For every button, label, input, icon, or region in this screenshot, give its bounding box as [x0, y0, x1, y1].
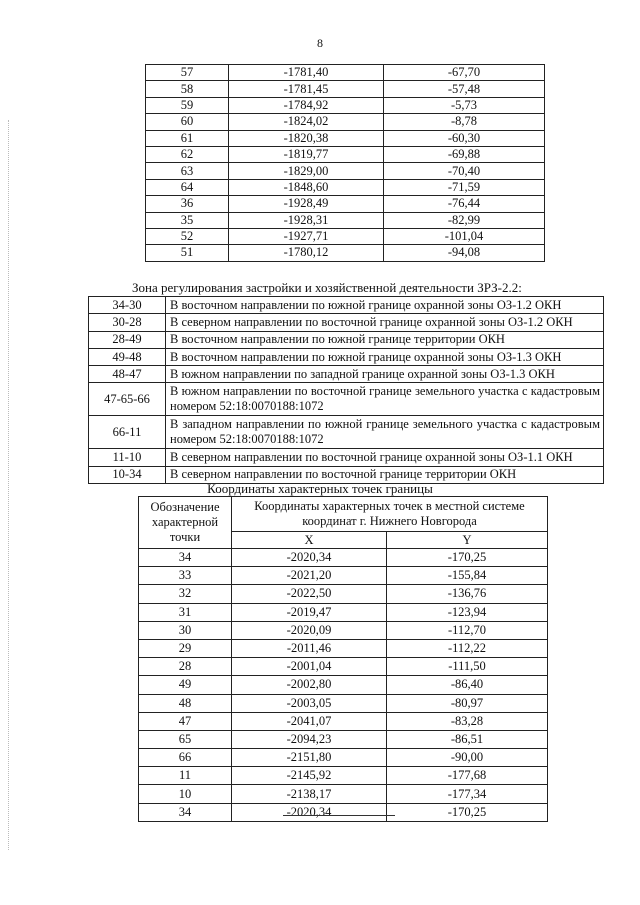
point-cell: 49 [139, 676, 232, 694]
segment-cell: 49-48 [89, 348, 166, 365]
segment-cell: 34-30 [89, 297, 166, 314]
table-row [139, 803, 548, 821]
x-cell: -2019,47 [232, 603, 387, 621]
y-cell: -101,04 [384, 228, 545, 244]
x-cell: -2020,34 [232, 549, 387, 567]
x-cell: -2001,04 [232, 658, 387, 676]
point-cell: 36 [146, 196, 229, 212]
y-cell: -60,30 [384, 130, 545, 146]
boundary-description-table [88, 296, 604, 484]
y-cell: -82,99 [384, 212, 545, 228]
table-row [139, 621, 548, 639]
y-cell: -76,44 [384, 196, 545, 212]
point-cell: 28 [139, 658, 232, 676]
y-cell: -8,78 [384, 114, 545, 130]
description-cell: В западном направлении по южной границе земельного участка с кадастровым номером 52:18:0070188:1072 [166, 416, 604, 449]
boundary-row [89, 449, 604, 466]
boundary-row [89, 366, 604, 383]
boundary-row [89, 314, 604, 331]
y-cell: -170,25 [387, 803, 548, 821]
table-row [146, 81, 545, 97]
table-row [146, 130, 545, 146]
point-cell: 10 [139, 785, 232, 803]
table-row [146, 97, 545, 113]
table-row [146, 114, 545, 130]
point-cell: 34 [139, 549, 232, 567]
segment-cell: 10-34 [89, 466, 166, 483]
x-cell: -2021,20 [232, 567, 387, 585]
y-cell: -83,28 [387, 712, 548, 730]
y-cell: -112,70 [387, 621, 548, 639]
y-cell: -94,08 [384, 245, 545, 261]
y-cell: -170,25 [387, 549, 548, 567]
y-cell: -86,40 [387, 676, 548, 694]
table-row [139, 567, 548, 585]
x-cell: -2145,92 [232, 767, 387, 785]
table-row [146, 196, 545, 212]
table-row [146, 179, 545, 195]
x-cell: -2002,80 [232, 676, 387, 694]
segment-cell: 66-11 [89, 416, 166, 449]
x-cell: -2003,05 [232, 694, 387, 712]
point-cell: 30 [139, 621, 232, 639]
x-cell: -2020,34 [232, 803, 387, 821]
point-cell: 33 [139, 567, 232, 585]
point-cell: 62 [146, 146, 229, 162]
y-cell: -80,97 [387, 694, 548, 712]
y-cell: -155,84 [387, 567, 548, 585]
page-number: 8 [317, 36, 323, 50]
point-cell: 61 [146, 130, 229, 146]
table-row [139, 749, 548, 767]
description-cell: В южном направлении по восточной границе земельного участка с кадастровым номером 52:18:0070188:1072 [166, 383, 604, 416]
y-cell: -111,50 [387, 658, 548, 676]
x-cell: -1819,77 [229, 146, 384, 162]
segment-cell: 30-28 [89, 314, 166, 331]
y-cell: -57,48 [384, 81, 545, 97]
point-cell: 29 [139, 639, 232, 657]
table-row [139, 549, 548, 567]
segment-cell: 11-10 [89, 449, 166, 466]
header-coordinate-system: Координаты характерных точек в местной системе координат г. Нижнего Новгорода [232, 497, 548, 532]
table-row [139, 676, 548, 694]
header-x: X [232, 532, 387, 549]
x-cell: -1848,60 [229, 179, 384, 195]
point-cell: 51 [146, 245, 229, 261]
y-cell: -67,70 [384, 65, 545, 81]
point-cell: 59 [146, 97, 229, 113]
x-cell: -1820,38 [229, 130, 384, 146]
y-cell: -90,00 [387, 749, 548, 767]
y-cell: -177,68 [387, 767, 548, 785]
point-cell: 32 [139, 585, 232, 603]
point-cell: 63 [146, 163, 229, 179]
table-row [146, 65, 545, 81]
x-cell: -1928,49 [229, 196, 384, 212]
x-cell: -2041,07 [232, 712, 387, 730]
table-row [146, 212, 545, 228]
point-cell: 11 [139, 767, 232, 785]
coordinates-table-caption: Координаты характерных точек границы [207, 481, 433, 496]
point-cell: 60 [146, 114, 229, 130]
header-y: Y [387, 532, 548, 549]
description-cell: В восточном направлении по южной границе охранной зоны ОЗ-1.3 ОКН [166, 348, 604, 365]
x-cell: -2094,23 [232, 730, 387, 748]
footer-rule [283, 815, 395, 816]
coordinates-table [138, 496, 548, 822]
x-cell: -1928,31 [229, 212, 384, 228]
y-cell: -71,59 [384, 179, 545, 195]
boundary-row [89, 416, 604, 449]
description-cell: В восточном направлении по южной границе территории ОКН [166, 331, 604, 348]
description-cell: В восточном направлении по южной границе охранной зоны ОЗ-1.2 ОКН [166, 297, 604, 314]
point-cell: 35 [146, 212, 229, 228]
table-row [139, 658, 548, 676]
y-cell: -177,34 [387, 785, 548, 803]
table-row [139, 730, 548, 748]
boundary-row [89, 297, 604, 314]
description-cell: В северном направлении по восточной границе территории ОКН [166, 466, 604, 483]
point-cell: 31 [139, 603, 232, 621]
y-cell: -136,76 [387, 585, 548, 603]
segment-cell: 48-47 [89, 366, 166, 383]
point-cell: 48 [139, 694, 232, 712]
x-cell: -2151,80 [232, 749, 387, 767]
x-cell: -1780,12 [229, 245, 384, 261]
table-row [139, 767, 548, 785]
x-cell: -1927,71 [229, 228, 384, 244]
table-row [139, 639, 548, 657]
zone-caption: Зона регулирования застройки и хозяйственной деятельности ЗРЗ-2.2: [132, 280, 522, 295]
x-cell: -2138,17 [232, 785, 387, 803]
point-cell: 58 [146, 81, 229, 97]
boundary-row [89, 383, 604, 416]
point-cell: 57 [146, 65, 229, 81]
description-cell: В южном направлении по западной границе охранной зоны ОЗ-1.3 ОКН [166, 366, 604, 383]
x-cell: -2022,50 [232, 585, 387, 603]
table-row [139, 694, 548, 712]
x-cell: -1781,45 [229, 81, 384, 97]
point-cell: 47 [139, 712, 232, 730]
table-row [146, 228, 545, 244]
segment-cell: 47-65-66 [89, 383, 166, 416]
y-cell: -70,40 [384, 163, 545, 179]
point-cell: 52 [146, 228, 229, 244]
y-cell: -5,73 [384, 97, 545, 113]
table-row [146, 146, 545, 162]
boundary-row [89, 348, 604, 365]
table-row [146, 163, 545, 179]
description-cell: В северном направлении по восточной границе охранной зоны ОЗ-1.2 ОКН [166, 314, 604, 331]
scan-edge-artifact [8, 120, 9, 850]
point-cell: 34 [139, 803, 232, 821]
point-cell: 65 [139, 730, 232, 748]
point-cell: 64 [146, 179, 229, 195]
x-cell: -1824,02 [229, 114, 384, 130]
y-cell: -123,94 [387, 603, 548, 621]
x-cell: -1829,00 [229, 163, 384, 179]
boundary-row [89, 331, 604, 348]
x-cell: -2011,46 [232, 639, 387, 657]
table-row [139, 603, 548, 621]
x-cell: -2020,09 [232, 621, 387, 639]
y-cell: -69,88 [384, 146, 545, 162]
y-cell: -86,51 [387, 730, 548, 748]
coordinates-table-continued [145, 64, 545, 262]
table-row [139, 585, 548, 603]
table-row [139, 712, 548, 730]
segment-cell: 28-49 [89, 331, 166, 348]
x-cell: -1781,40 [229, 65, 384, 81]
description-cell: В северном направлении по восточной границе охранной зоны ОЗ-1.1 ОКН [166, 449, 604, 466]
table-row [146, 245, 545, 261]
y-cell: -112,22 [387, 639, 548, 657]
header-point-designation: Обозначение характерной точки [139, 497, 232, 549]
table-row [139, 785, 548, 803]
x-cell: -1784,92 [229, 97, 384, 113]
point-cell: 66 [139, 749, 232, 767]
